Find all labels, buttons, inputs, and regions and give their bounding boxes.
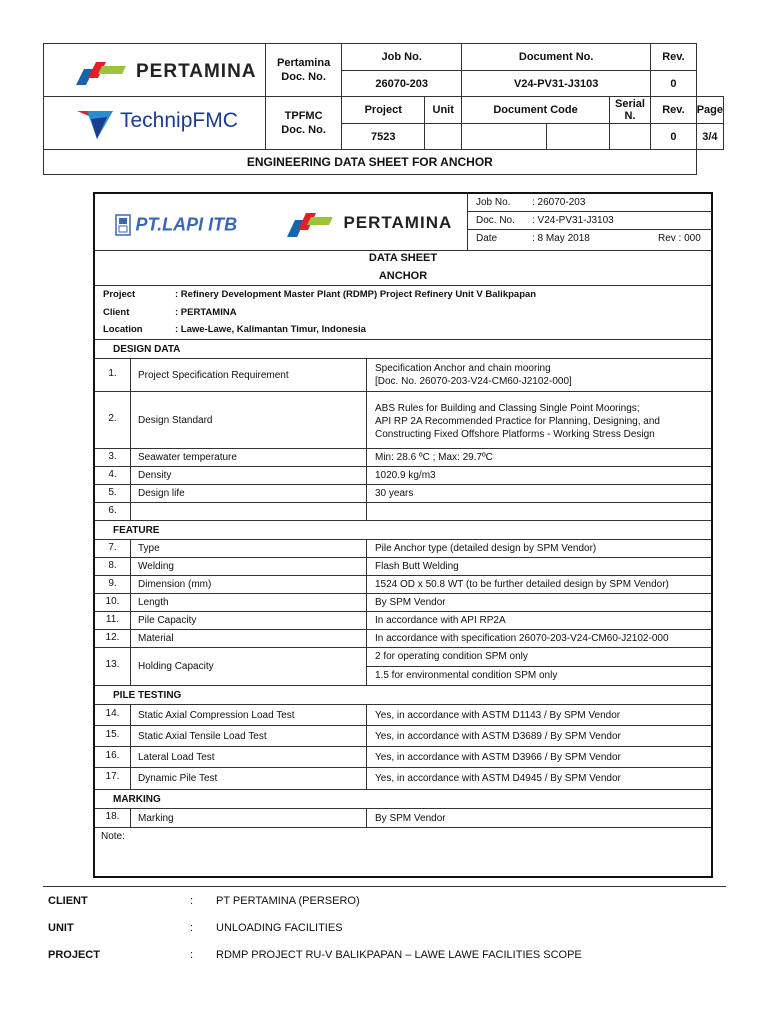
cell-text: Holding Capacity (131, 648, 367, 685)
table-row (95, 726, 711, 746)
date-value: : 8 May 2018 (532, 233, 590, 244)
section-pile-testing (95, 686, 711, 704)
cell-text: 1.5 for environmental condition SPM only (375, 670, 558, 681)
cell-text: 2. (95, 392, 131, 448)
cell-text: Yes, in accordance with ASTM D1143 / By SPM Vendor (375, 709, 621, 721)
location-label: Location (103, 324, 143, 335)
cell-text: Pile Capacity (131, 612, 367, 629)
cell-text: FEATURE (113, 525, 160, 536)
rev2-value: 0 (651, 124, 697, 150)
doc-value: : V24-PV31-J3103 (532, 215, 614, 226)
cell-text: Yes, in accordance with ASTM D3689 / By SPM Vendor (375, 730, 621, 742)
table-row (95, 648, 711, 685)
project-value: 7523 (342, 124, 425, 150)
section-feature (95, 521, 711, 539)
cell-text: 30 years (375, 488, 414, 499)
table-row (95, 485, 711, 502)
doc-label: Doc. No. (476, 215, 515, 226)
cell-text: 7. (95, 540, 131, 557)
cell-text: Flash Butt Welding (375, 561, 459, 572)
cell-text: : (190, 895, 194, 907)
cell-text: 1020.9 kg/m3 (375, 470, 436, 481)
section-marking (95, 790, 711, 808)
table-row (95, 594, 711, 611)
cell-text: 13. (95, 648, 131, 685)
document-title: ENGINEERING DATA SHEET FOR ANCHOR (44, 150, 697, 175)
cell-text: Dimension (mm) (131, 576, 367, 593)
table-row (95, 503, 711, 520)
datasheet-info (467, 194, 712, 250)
date-label: Date (476, 233, 498, 244)
cell-text: PROJECT (48, 949, 100, 961)
rev-label: Rev. (651, 44, 697, 71)
client-label: Client (103, 307, 130, 318)
cell-text: Static Axial Compression Load Test (131, 705, 367, 725)
cell-text: In accordance with API RP2A (375, 615, 506, 626)
cell-text: 16. (95, 747, 131, 767)
table-row (95, 392, 711, 448)
client-value: : PERTAMINA (175, 307, 237, 318)
page-label: Page (696, 97, 723, 124)
cell-text: Density (131, 467, 367, 484)
table-row (95, 359, 711, 391)
cell-text: API RP 2A Recommended Practice for Planning, Designing, and (375, 416, 660, 427)
document-header-table (43, 43, 724, 175)
project-label: Project (342, 97, 425, 124)
cell-text: Dynamic Pile Test (131, 768, 367, 789)
table-row (95, 540, 711, 557)
cell-text: DESIGN DATA (113, 344, 181, 355)
unit-value (425, 124, 462, 150)
rev-value: Rev : 000 (658, 233, 701, 244)
cell-text: Constructing Fixed Offshore Platforms - Working Stress Design (375, 429, 655, 440)
cell-text: TechnipFMC (120, 109, 238, 132)
anchor-title: ANCHOR (378, 270, 428, 282)
cell-text: Material (131, 630, 367, 647)
cell-text: 14. (95, 705, 131, 725)
document-no-value: V24-PV31-J3103 (462, 71, 651, 97)
document-code-value-a (462, 124, 546, 150)
table-row (95, 467, 711, 484)
cell-text: 5. (95, 485, 131, 502)
project-label: Project (103, 289, 136, 300)
table-row (95, 809, 711, 827)
cell-text: 8. (95, 558, 131, 575)
cell-text: Length (131, 594, 367, 611)
table-row (95, 768, 711, 789)
document-code-value-b (546, 124, 609, 150)
footer-divider (43, 886, 726, 887)
cell-text: 3. (95, 449, 131, 466)
tpfmc-doc-label: TPFMC Doc. No. (265, 97, 341, 150)
job-no-label: Job No. (342, 44, 462, 71)
cell-text: In accordance with specification 26070-203-V24-CM60-J2102-000 (375, 633, 669, 644)
serial-value (609, 124, 650, 150)
cell-text: Min: 28.6 ºC ; Max: 29.7ºC (375, 452, 493, 463)
cell-text: 12. (95, 630, 131, 647)
document-code-label: Document Code (462, 97, 610, 124)
cell-text: 4. (95, 467, 131, 484)
cell-text: CLIENT (48, 895, 88, 907)
data-sheet (93, 192, 713, 878)
cell-text: 18. (95, 809, 131, 827)
data-sheet-header (95, 194, 711, 251)
rev-value: 0 (651, 71, 697, 97)
cell-text: Static Axial Tensile Load Test (131, 726, 367, 746)
cell-text: Type (131, 540, 367, 557)
table-row (95, 630, 711, 647)
cell-text: 17. (95, 768, 131, 789)
cell-text: 1. (95, 359, 131, 391)
cell-text: Pile Anchor type (detailed design by SPM Vendor) (375, 543, 597, 554)
cell-text: 2 for operating condition SPM only (375, 651, 528, 662)
cell-text (367, 503, 711, 520)
lapi-emblem-icon (115, 214, 131, 236)
pertamina-mark-icon (285, 208, 339, 238)
pertamina-logo (44, 44, 266, 97)
cell-text: Specification Anchor and chain mooring (375, 363, 551, 374)
cell-text: 1524 OD x 50.8 WT (to be further detailed design by SPM Vendor) (375, 579, 669, 590)
pertamina-mark-icon (74, 58, 134, 86)
cell-text: By SPM Vendor (375, 597, 446, 608)
cell-text: PT.LAPI ITB (135, 214, 238, 235)
table-row (95, 747, 711, 767)
technipfmc-mark-icon (77, 107, 115, 141)
serial-label: Serial N. (609, 97, 650, 124)
cell-text: 9. (95, 576, 131, 593)
cell-text: 11. (95, 612, 131, 629)
cell-text: Lateral Load Test (131, 747, 367, 767)
cell-text: [Doc. No. 26070-203-V24-CM60-J2102-000] (375, 376, 572, 387)
cell-text: MARKING (113, 794, 161, 805)
cell-text: RDMP PROJECT RU-V BALIKPAPAN – LAWE LAWE FACILITIES SCOPE (216, 949, 582, 961)
job-value: : 26070-203 (532, 197, 586, 208)
pertamina-doc-label: Pertamina Doc. No. (265, 44, 341, 97)
table-row (95, 705, 711, 725)
cell-text: UNLOADING FACILITIES (216, 922, 343, 934)
document-no-label: Document No. (462, 44, 651, 71)
data-sheet-title: DATA SHEET (368, 252, 438, 264)
cell-text: Design life (131, 485, 367, 502)
cell-text: 15. (95, 726, 131, 746)
cell-text: Design Standard (131, 392, 367, 448)
table-row (95, 612, 711, 629)
cell-text: PILE TESTING (113, 690, 182, 701)
cell-text: 6. (95, 503, 131, 520)
cell-text: UNIT (48, 922, 74, 934)
cell-text: Marking (131, 809, 367, 827)
cell-text: : (190, 922, 194, 934)
cell-text: Project Specification Requirement (131, 359, 367, 391)
job-label: Job No. (476, 197, 511, 208)
job-no-value: 26070-203 (342, 71, 462, 97)
location-value: : Lawe-Lawe, Kalimantan Timur, Indonesia (175, 324, 366, 335)
table-row (95, 576, 711, 593)
note-label: Note: (101, 831, 125, 842)
page-value: 3/4 (696, 124, 723, 150)
cell-text: Welding (131, 558, 367, 575)
project-value: : Refinery Development Master Plant (RDMP) Project Refinery Unit V Balikpapan (175, 289, 537, 300)
datasheet-pertamina-logo (285, 208, 452, 238)
lapi-itb-logo (115, 214, 237, 236)
cell-text: ABS Rules for Building and Classing Single Point Moorings; (375, 403, 640, 414)
cell-text (131, 503, 367, 520)
cell-text: By SPM Vendor (375, 812, 446, 824)
cell-text: Yes, in accordance with ASTM D3966 / By SPM Vendor (375, 751, 621, 763)
cell-text: PERTAMINA (136, 61, 257, 82)
table-row (95, 558, 711, 575)
cell-text: 10. (95, 594, 131, 611)
section-design-data (95, 340, 711, 358)
cell-text: Seawater temperature (131, 449, 367, 466)
unit-label: Unit (425, 97, 462, 124)
cell-text: PERTAMINA (343, 213, 453, 232)
cell-text: : (190, 949, 194, 961)
table-row (95, 449, 711, 466)
cell-text: PT PERTAMINA (PERSERO) (216, 895, 360, 907)
technipfmc-logo (44, 97, 266, 150)
rev2-label: Rev. (651, 97, 697, 124)
cell-text: Yes, in accordance with ASTM D4945 / By SPM Vendor (375, 773, 621, 784)
